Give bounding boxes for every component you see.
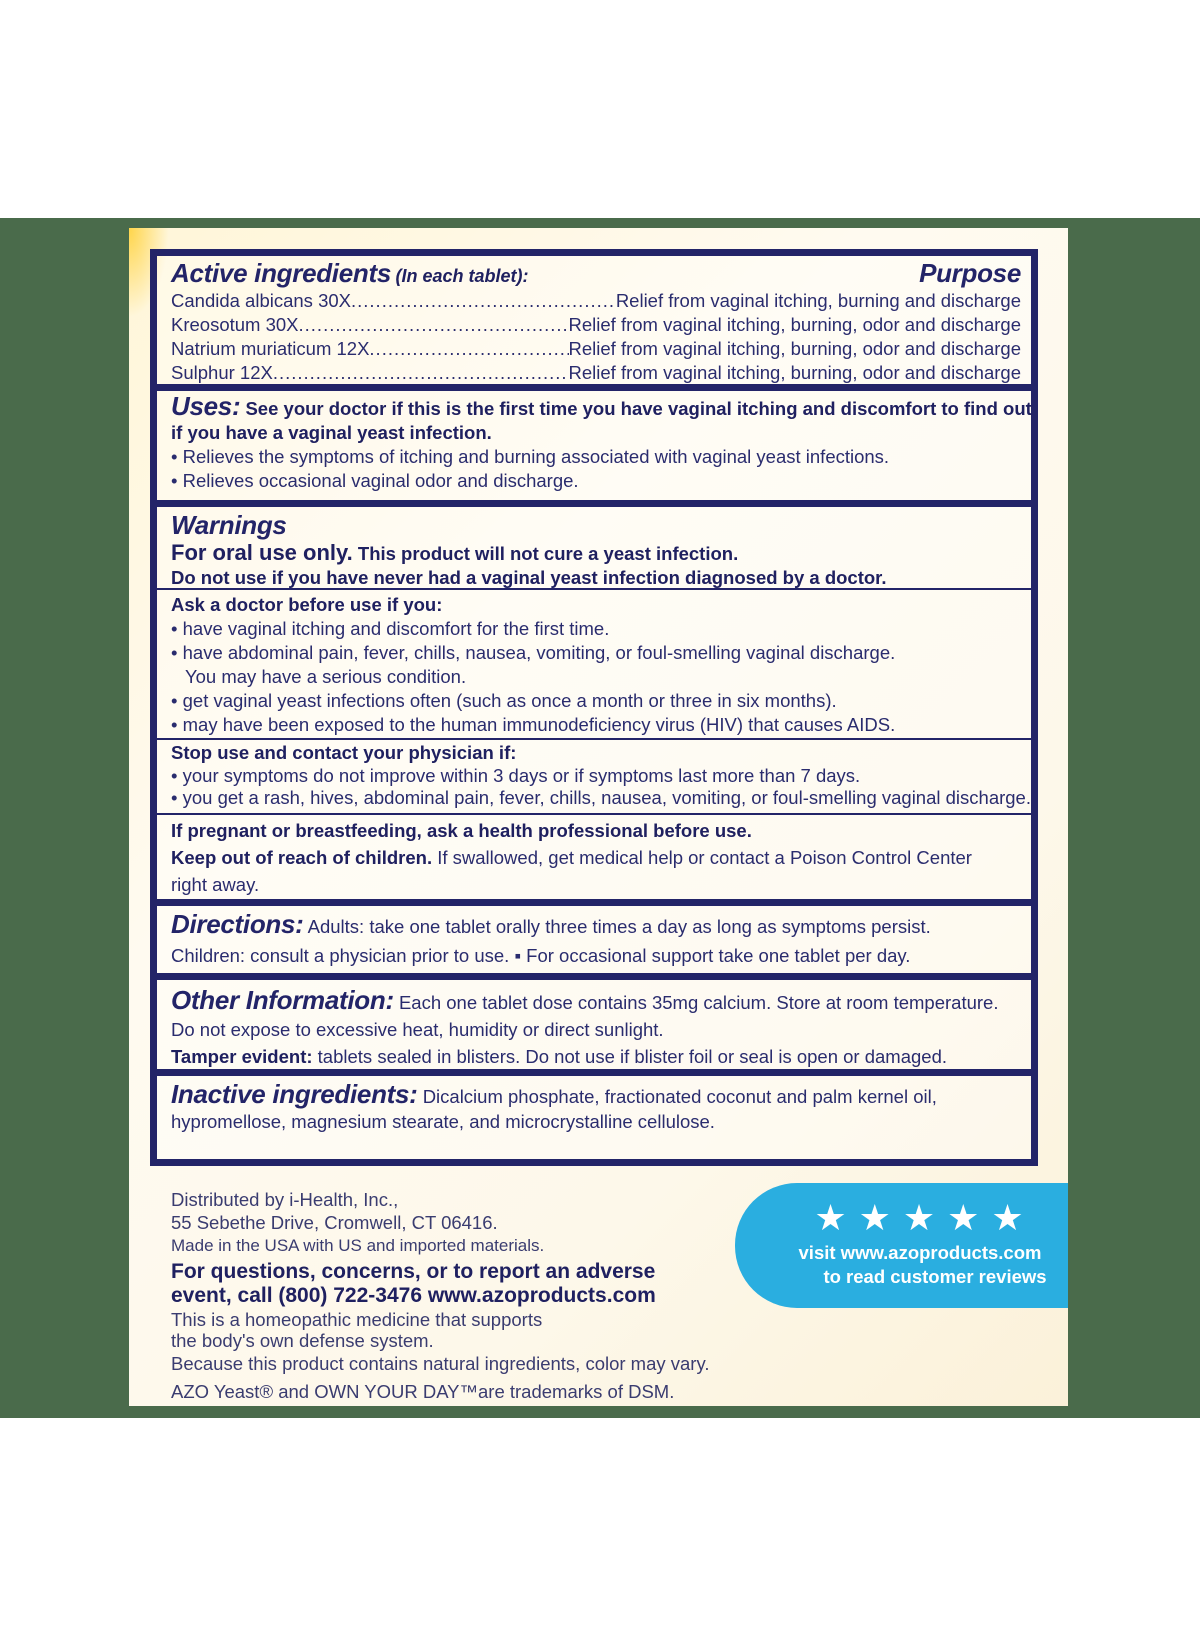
- ask-item: • get vaginal yeast infections often (such as once a month or three in six months).: [171, 690, 837, 711]
- other-information-line: Each one tablet dose contains 35mg calcium. Store at room temperature.: [398, 992, 999, 1013]
- section-divider: [157, 899, 1031, 906]
- ingredient-purpose: Relief from vaginal itching, burning, odor and discharge: [568, 338, 1021, 359]
- subsection-divider: [157, 588, 1031, 590]
- directions-line: Children: consult a physician prior to use. ▪ For occasional support take one tablet per day.: [171, 945, 911, 966]
- tamper-rest: tablets sealed in blisters. Do not use if blister foil or seal is open or damaged.: [317, 1046, 948, 1067]
- directions-line: Adults: take one tablet orally three times a day as long as symptoms persist.: [307, 916, 931, 937]
- uses-intro: See your doctor if this is the first time you have vaginal itching and discomfort to find out: [245, 398, 1032, 419]
- oral-use-lead: For oral use only.: [171, 540, 353, 565]
- keep-out-lead: Keep out of reach of children.: [171, 847, 433, 868]
- uses-bullet: • Relieves the symptoms of itching and burning associated with vaginal yeast infections.: [171, 446, 890, 467]
- drug-facts-panel: [150, 249, 1038, 1166]
- oral-use-rest: This product will not cure a yeast infection.: [357, 543, 739, 564]
- drug-facts-label: [129, 228, 1068, 1406]
- warnings-heading: Warnings: [171, 510, 287, 540]
- purpose-heading: Purpose: [919, 258, 1021, 288]
- homeopathic-line: This is a homeopathic medicine that supports: [171, 1309, 543, 1330]
- badge-line: to read customer reviews: [823, 1266, 1047, 1287]
- ingredient-name: Natrium muriaticum 12X: [171, 338, 370, 359]
- made-in-line: Made in the USA with US and imported materials.: [171, 1236, 545, 1255]
- ingredient-purpose: Relief from vaginal itching, burning, odor and discharge: [568, 362, 1021, 383]
- ingredient-purpose: Relief from vaginal itching, burning and discharge: [615, 290, 1021, 311]
- homeopathic-line: the body's own defense system.: [171, 1330, 434, 1351]
- active-ingredients-sub: (In each tablet):: [395, 266, 529, 286]
- directions-section: [157, 909, 1031, 970]
- leader-dots: [351, 289, 616, 313]
- ingredient-row: [171, 313, 1021, 337]
- warnings-section: [157, 510, 1031, 590]
- section-divider: [157, 384, 1031, 391]
- subsection-divider: [157, 738, 1031, 740]
- ingredient-purpose: Relief from vaginal itching, burning, odor and discharge: [568, 314, 1021, 335]
- stop-use-heading: Stop use and contact your physician if:: [171, 742, 517, 763]
- star-rating-icon: ★★★★★: [814, 1197, 1036, 1238]
- ingredient-row: [171, 361, 1021, 385]
- subsection-divider: [157, 813, 1031, 815]
- distributor-line: Distributed by i-Health, Inc.,: [171, 1189, 399, 1210]
- pregnancy-section: [157, 818, 1031, 898]
- uses-section: [157, 391, 1032, 493]
- active-ingredients-section: [157, 258, 1031, 385]
- contact-line: event, call (800) 722-3476 www.azoproducts.com: [171, 1284, 656, 1307]
- ask-item-cont: You may have a serious condition.: [185, 666, 467, 687]
- keep-out-rest: If swallowed, get medical help or contact a Poison Control Center: [437, 847, 972, 868]
- do-not-use: Do not use if you have never had a vaginal yeast infection diagnosed by a doctor.: [171, 567, 887, 588]
- leader-dots: [273, 361, 569, 385]
- uses-heading: Uses:: [171, 391, 241, 421]
- uses-intro-cont: if you have a vaginal yeast infection.: [171, 422, 492, 443]
- inactive-line: Dicalcium phosphate, fractionated coconut and palm kernel oil,: [422, 1086, 937, 1107]
- ask-item: • have vaginal itching and discomfort for the first time.: [171, 618, 610, 639]
- other-information-line: Do not expose to excessive heat, humidity or direct sunlight.: [171, 1019, 664, 1040]
- inactive-ingredients-section: [157, 1079, 1031, 1132]
- tamper-lead: Tamper evident:: [171, 1046, 313, 1067]
- ask-item: • have abdominal pain, fever, chills, nausea, vomiting, or foul-smelling vaginal discharge.: [171, 642, 896, 663]
- active-ingredients-heading: Active ingredients: [171, 258, 391, 288]
- directions-heading: Directions:: [171, 909, 304, 939]
- section-divider: [157, 500, 1031, 507]
- stop-item: • your symptoms do not improve within 3 days or if symptoms last more than 7 days.: [171, 765, 861, 786]
- inactive-ingredients-heading: Inactive ingredients:: [171, 1079, 418, 1109]
- natural-ingredients-line: Because this product contains natural ingredients, color may vary.: [171, 1353, 710, 1374]
- address-line: 55 Sebethe Drive, Cromwell, CT 06416.: [171, 1212, 498, 1233]
- ingredient-row: [171, 337, 1021, 361]
- ingredient-name: Kreosotum 30X: [171, 314, 299, 335]
- leader-dots: [369, 337, 568, 361]
- keep-out-cont: right away.: [171, 874, 260, 895]
- leader-dots: [299, 313, 569, 337]
- other-information-heading: Other Information:: [171, 985, 394, 1015]
- other-information-section: [157, 985, 1031, 1072]
- inactive-line: hypromellose, magnesium stearate, and microcrystalline cellulose.: [171, 1111, 715, 1132]
- uses-bullet: • Relieves occasional vaginal odor and discharge.: [171, 470, 579, 491]
- section-divider: [157, 973, 1031, 980]
- ask-doctor-section: [157, 593, 1031, 737]
- ingredient-name: Sulphur 12X: [171, 362, 273, 383]
- ask-item: • may have been exposed to the human immunodeficiency virus (HIV) that causes AIDS.: [171, 714, 896, 735]
- stop-item: • you get a rash, hives, abdominal pain, fever, chills, nausea, vomiting, or foul-smelling vaginal discharge.: [171, 787, 1031, 808]
- ingredient-row: [171, 289, 1021, 313]
- trademark-line: AZO Yeast® and OWN YOUR DAY™are trademarks of DSM.: [171, 1381, 675, 1402]
- section-divider: [157, 1069, 1031, 1076]
- reviews-badge[interactable]: [735, 1183, 1068, 1308]
- badge-line: visit www.azoproducts.com: [798, 1242, 1042, 1263]
- stop-use-section: [157, 741, 1031, 809]
- ingredient-name: Candida albicans 30X: [171, 290, 351, 311]
- pregnancy-warning: If pregnant or breastfeeding, ask a health professional before use.: [171, 820, 752, 841]
- contact-line: For questions, concerns, or to report an adverse: [171, 1260, 656, 1283]
- ask-doctor-heading: Ask a doctor before use if you:: [171, 594, 443, 615]
